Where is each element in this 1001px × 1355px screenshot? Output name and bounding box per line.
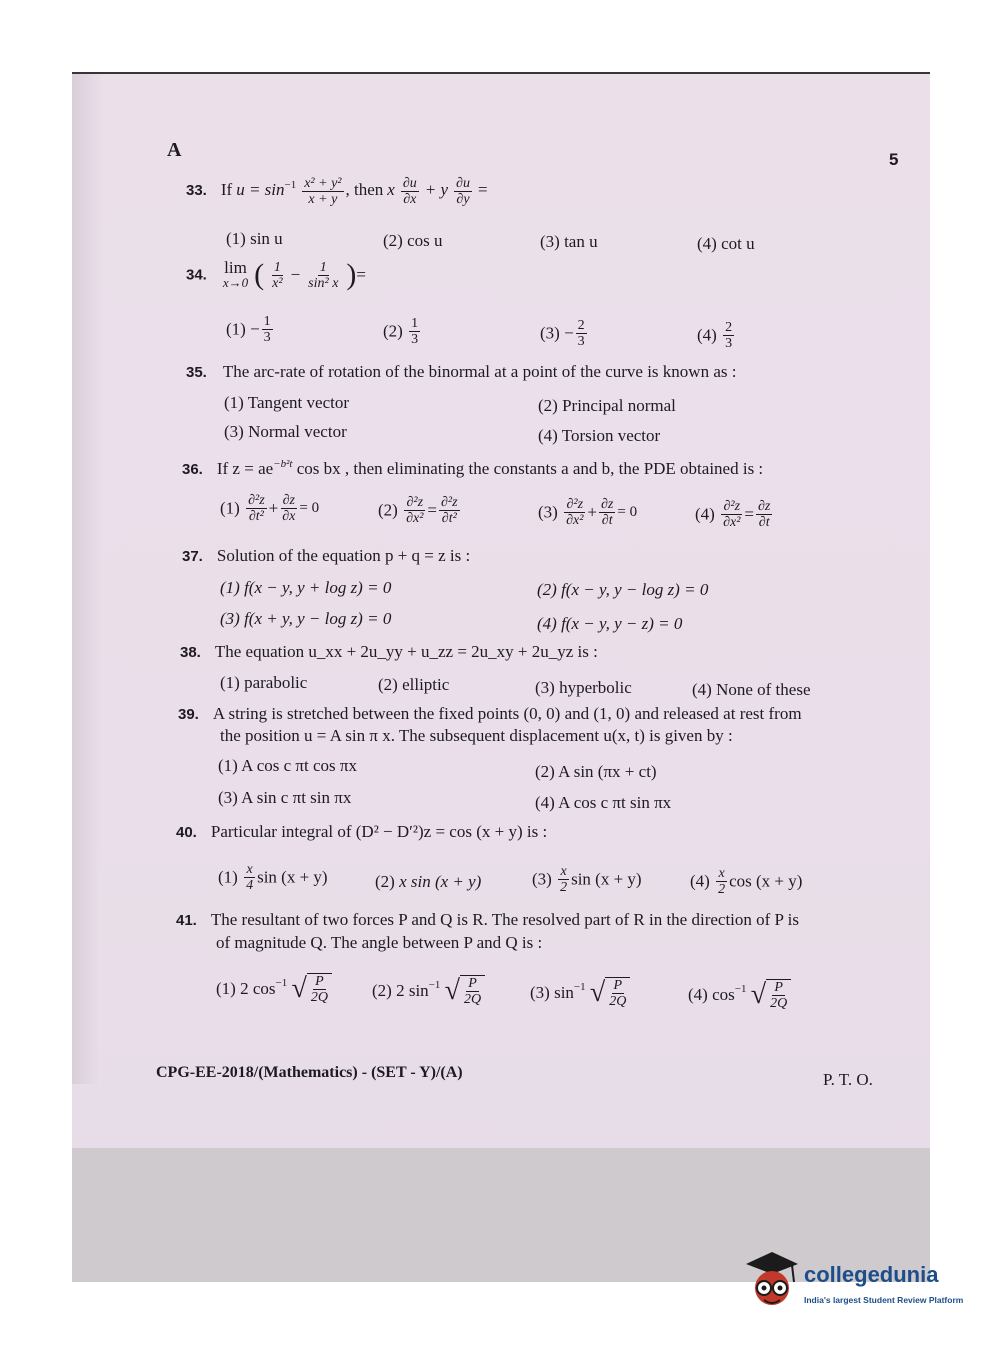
option-q40-1 bbox=[218, 862, 328, 893]
question-number: 34. bbox=[186, 266, 207, 284]
option: (4) f(x − y, y − z) = 0 bbox=[537, 614, 683, 633]
operator: = bbox=[427, 500, 438, 520]
option-q41-2 bbox=[372, 975, 485, 1007]
denominator: ∂x² bbox=[723, 515, 741, 530]
option-expression: cos (x + y) bbox=[729, 871, 803, 891]
numerator: ∂z bbox=[601, 497, 614, 512]
logo-wordmark: collegedunia bbox=[804, 1262, 939, 1287]
denominator: ∂x² bbox=[406, 511, 424, 526]
option-expression: sin (x + y) bbox=[257, 867, 328, 887]
fraction bbox=[599, 497, 615, 528]
numerator: ∂²z bbox=[723, 499, 741, 514]
function-name: cos bbox=[712, 985, 735, 1004]
denominator: 2Q bbox=[770, 996, 788, 1011]
question-35 bbox=[186, 362, 736, 382]
square-root: √ $\frac{P}{2Q}$ bbox=[590, 977, 631, 1009]
question-text: of magnitude Q. The angle between P and Q is : bbox=[216, 933, 543, 952]
denominator: ∂t² bbox=[441, 511, 457, 526]
question-37 bbox=[182, 546, 470, 566]
option: (2) Principal normal bbox=[538, 396, 676, 415]
denominator: 2 bbox=[560, 880, 568, 895]
fraction bbox=[716, 866, 727, 897]
option: (3) A sin c πt sin πx bbox=[218, 788, 352, 807]
question-text: A string is stretched between the fixed points (0, 0) and (1, 0) and released at rest from bbox=[212, 704, 802, 723]
question-38 bbox=[180, 642, 598, 662]
question-number: 41. bbox=[176, 912, 197, 929]
math-term: u = sin bbox=[236, 180, 285, 200]
option: (1) parabolic bbox=[220, 673, 308, 692]
denominator: 2Q bbox=[464, 992, 482, 1007]
collegedunia-logo bbox=[742, 1250, 972, 1320]
operator: = bbox=[744, 504, 755, 524]
option-label: (3) bbox=[538, 502, 558, 522]
option: (2) cos u bbox=[383, 231, 443, 250]
option: (3) f(x + y, y − log z) = 0 bbox=[220, 609, 392, 628]
option-q34-4 bbox=[697, 320, 736, 351]
denominator: 2Q bbox=[310, 990, 328, 1005]
numerator: P bbox=[774, 980, 783, 995]
fraction bbox=[454, 176, 472, 207]
question-text: If bbox=[220, 180, 233, 200]
equation-tail: = 0 bbox=[617, 504, 638, 520]
option-q40-4 bbox=[690, 866, 802, 897]
numerator: ∂²z bbox=[441, 495, 458, 510]
square-root: √ $\frac{P}{2Q}$ bbox=[445, 975, 486, 1007]
fraction bbox=[439, 495, 460, 526]
question-number: 39. bbox=[178, 706, 199, 723]
math-term: = bbox=[356, 265, 366, 284]
footer-code: CPG-EE-2018/(Mathematics) - (SET - Y)/(A) bbox=[156, 1064, 463, 1081]
numerator: 2 bbox=[577, 318, 585, 333]
option-label: (4) bbox=[697, 325, 717, 345]
numerator: P bbox=[613, 978, 623, 993]
numerator: x² + y² bbox=[304, 176, 342, 191]
denominator: 3 bbox=[411, 332, 419, 347]
question-text: The resultant of two forces P and Q is R. The resolved part of R in the direction of P is bbox=[210, 910, 799, 929]
numerator: 1 bbox=[273, 259, 281, 275]
option-label: (4) bbox=[695, 504, 715, 524]
denominator: 4 bbox=[246, 878, 254, 893]
fraction bbox=[564, 497, 585, 528]
numerator: ∂²z bbox=[566, 497, 584, 512]
question-text: Particular integral of (D² − D′²)z = cos (x + y) is : bbox=[210, 822, 548, 841]
set-letter: A bbox=[167, 139, 182, 161]
question-36 bbox=[182, 458, 763, 479]
mascot-icon bbox=[742, 1250, 802, 1316]
math-term: x bbox=[387, 180, 395, 200]
function-name: sin bbox=[554, 983, 574, 1002]
paren: ( bbox=[254, 258, 265, 291]
option: (4) A cos c πt sin πx bbox=[535, 793, 672, 812]
logo-tagline: India's largest Student Review Platform bbox=[804, 1295, 964, 1305]
fraction bbox=[723, 320, 734, 351]
option: (3) tan u bbox=[540, 232, 598, 251]
denominator: 3 bbox=[577, 334, 585, 349]
lim-sub: x→0 bbox=[222, 275, 249, 290]
denominator: ∂y bbox=[456, 192, 470, 207]
fraction bbox=[309, 974, 330, 1005]
fraction bbox=[280, 493, 297, 524]
option: (4) Torsion vector bbox=[538, 426, 661, 445]
option-label: (3) bbox=[532, 869, 552, 889]
fraction bbox=[576, 318, 587, 349]
operator: + bbox=[587, 502, 598, 522]
numerator: ∂²z bbox=[406, 495, 424, 510]
numerator: 2 bbox=[725, 320, 733, 335]
question-text: If z = ae bbox=[216, 459, 274, 478]
function-name: 2 cos bbox=[240, 979, 276, 998]
question-text: The arc-rate of rotation of the binormal at a point of the curve is known as : bbox=[222, 362, 737, 381]
option: (2) A sin (πx + ct) bbox=[535, 762, 657, 781]
function-name: 2 sin bbox=[396, 981, 429, 1000]
option-expression: sin (x + y) bbox=[571, 869, 642, 889]
denominator: x² bbox=[272, 275, 283, 291]
fraction bbox=[262, 314, 273, 345]
fraction bbox=[401, 176, 419, 207]
fraction bbox=[246, 493, 267, 524]
fraction bbox=[404, 495, 425, 526]
pto-label: P. T. O. bbox=[823, 1070, 873, 1089]
math-term: −1 bbox=[284, 179, 297, 192]
square-root: √ $\frac{P}{2Q}$ bbox=[291, 973, 332, 1005]
question-40 bbox=[176, 822, 547, 842]
inverse-exponent: −1 bbox=[428, 978, 441, 991]
option-label: (1) bbox=[216, 979, 236, 998]
option-q41-3 bbox=[530, 977, 630, 1009]
square-root: √ $\frac{P}{2Q}$ bbox=[751, 979, 792, 1011]
fraction bbox=[302, 176, 343, 207]
option: (1) sin u bbox=[226, 229, 283, 248]
option-label: (4) bbox=[690, 871, 710, 891]
question-number: 40. bbox=[176, 824, 197, 841]
question-33 bbox=[186, 176, 488, 207]
option-q36-1 bbox=[220, 493, 319, 524]
numerator: x bbox=[718, 866, 725, 881]
option: (2) elliptic bbox=[378, 675, 450, 694]
option: (1) f(x − y, y + log z) = 0 bbox=[220, 578, 392, 597]
numerator: ∂u bbox=[402, 176, 417, 191]
numerator: 1 bbox=[263, 314, 271, 329]
denominator: 2Q bbox=[609, 994, 627, 1009]
sign: − bbox=[250, 319, 260, 339]
option-label: (2) bbox=[383, 321, 403, 341]
operator: + bbox=[268, 498, 279, 518]
fraction bbox=[558, 864, 569, 895]
denominator: sin² x bbox=[308, 275, 339, 291]
question-39 bbox=[178, 704, 802, 724]
denominator: ∂t bbox=[758, 515, 770, 530]
option-q34-2 bbox=[383, 316, 422, 347]
math-term: = bbox=[477, 180, 488, 200]
denominator: 3 bbox=[263, 330, 271, 345]
lim-label: lim bbox=[224, 258, 247, 277]
question-text: The equation u_xx + 2u_yy + u_zz = 2u_xy + 2u_yz is : bbox=[214, 642, 598, 661]
denominator: 2 bbox=[718, 882, 726, 897]
fraction bbox=[756, 499, 772, 530]
denominator: ∂t² bbox=[248, 509, 264, 524]
question-text: , then bbox=[345, 180, 384, 200]
option-label: (3) bbox=[530, 983, 550, 1002]
inverse-exponent: −1 bbox=[573, 980, 586, 993]
fraction bbox=[270, 260, 284, 291]
question-text: Solution of the equation p + q = z is : bbox=[216, 546, 471, 565]
option: (3) hyperbolic bbox=[535, 678, 632, 697]
denominator: ∂t bbox=[601, 513, 613, 528]
option-label: (1) bbox=[220, 498, 240, 518]
sign: − bbox=[564, 323, 574, 343]
numerator: x bbox=[560, 864, 567, 879]
fraction bbox=[306, 260, 340, 291]
question-number: 37. bbox=[182, 548, 203, 565]
option-q40-2 bbox=[375, 872, 481, 892]
fraction bbox=[768, 980, 789, 1011]
denominator: 3 bbox=[725, 336, 733, 351]
denominator: x + y bbox=[308, 192, 338, 207]
numerator: P bbox=[315, 974, 324, 989]
numerator: ∂z bbox=[758, 499, 771, 514]
equation-tail: = 0 bbox=[299, 500, 320, 516]
inverse-exponent: −1 bbox=[734, 982, 747, 995]
option: (2) f(x − y, y − log z) = 0 bbox=[537, 580, 709, 599]
page-shadow bbox=[72, 74, 102, 1084]
numerator: ∂²z bbox=[248, 493, 265, 508]
paren: ) bbox=[346, 258, 357, 291]
option-q34-1 bbox=[226, 314, 275, 345]
page-number: 5 bbox=[889, 150, 899, 169]
fraction bbox=[244, 862, 255, 893]
scanned-page bbox=[72, 74, 930, 1282]
denominator: ∂x² bbox=[566, 513, 584, 528]
option-q34-3 bbox=[540, 318, 589, 349]
inverse-exponent: −1 bbox=[275, 976, 288, 989]
fraction bbox=[409, 316, 420, 347]
denominator: ∂x bbox=[403, 192, 417, 207]
fraction bbox=[607, 978, 628, 1009]
option-label: (2) bbox=[375, 872, 395, 891]
option-q36-3 bbox=[538, 497, 637, 528]
option-label: (1) bbox=[226, 319, 246, 339]
math-term: + y bbox=[424, 180, 449, 200]
question-text: the position u = A sin π x. The subsequent displacement u(x, t) is given by : bbox=[220, 726, 733, 745]
option: (4) cot u bbox=[697, 234, 755, 253]
numerator: ∂u bbox=[456, 176, 470, 191]
question-34 bbox=[186, 258, 366, 292]
option-expression: x sin (x + y) bbox=[399, 872, 482, 891]
numerator: x bbox=[246, 862, 253, 877]
question-number: 36. bbox=[182, 461, 203, 478]
fraction bbox=[721, 499, 742, 530]
numerator: 1 bbox=[411, 316, 419, 331]
option: (3) Normal vector bbox=[224, 422, 347, 441]
question-number: 33. bbox=[186, 182, 207, 200]
option-q41-4 bbox=[688, 979, 791, 1011]
question-number: 38. bbox=[180, 644, 201, 661]
question-text: cos bx , then eliminating the constants a and b, the PDE obtained is : bbox=[292, 459, 764, 478]
question-41 bbox=[176, 910, 799, 930]
option-q36-2 bbox=[378, 495, 462, 526]
option-label: (3) bbox=[540, 323, 560, 343]
option-q40-3 bbox=[532, 864, 642, 895]
math-term: − bbox=[290, 265, 301, 284]
option-label: (4) bbox=[688, 985, 708, 1004]
fraction bbox=[462, 976, 483, 1007]
option-q36-4 bbox=[695, 499, 774, 530]
question-number: 35. bbox=[186, 364, 207, 381]
option-q41-1 bbox=[216, 973, 332, 1005]
option: (4) None of these bbox=[692, 680, 811, 699]
numerator: 1 bbox=[319, 259, 327, 275]
option-label: (2) bbox=[372, 981, 392, 1000]
denominator: ∂x bbox=[282, 509, 296, 524]
option-label: (1) bbox=[218, 867, 238, 887]
option: (1) A cos c πt cos πx bbox=[218, 756, 357, 775]
numerator: ∂z bbox=[282, 493, 295, 508]
limit bbox=[223, 260, 248, 290]
numerator: P bbox=[468, 976, 477, 991]
option-label: (2) bbox=[378, 500, 398, 520]
math-term: −b²t bbox=[273, 458, 293, 470]
option: (1) Tangent vector bbox=[224, 393, 350, 412]
